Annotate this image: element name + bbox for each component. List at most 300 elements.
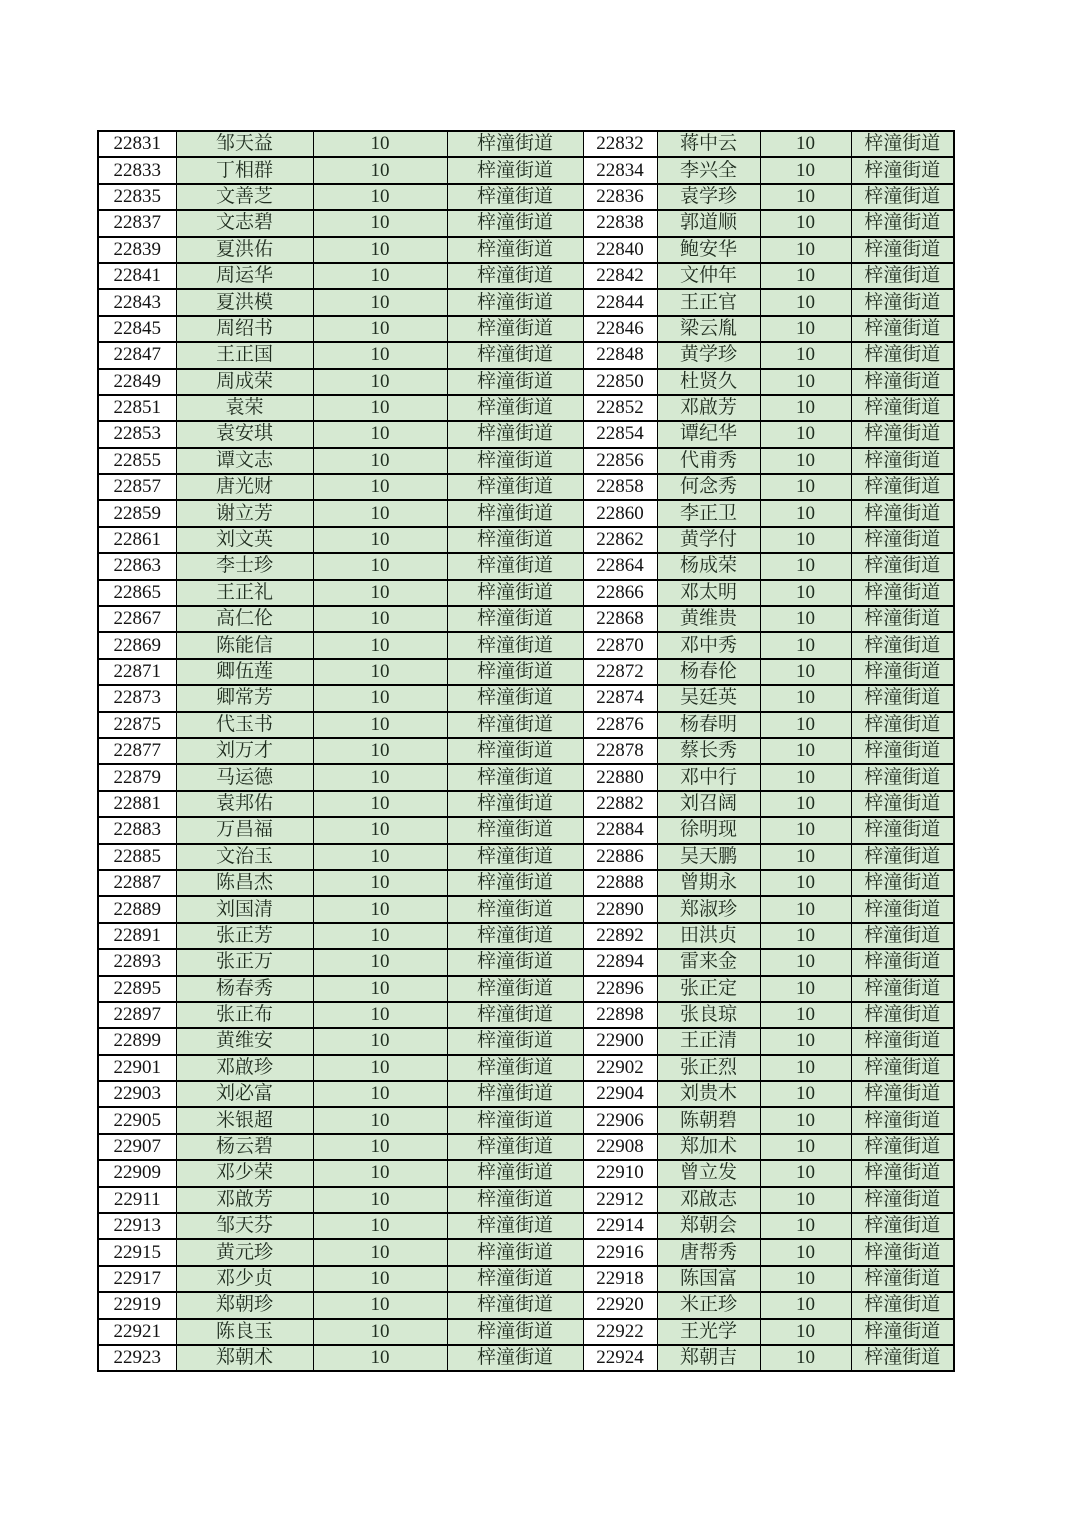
person-name-cell: 鲍安华 [657,237,760,263]
person-name-cell: 周绍书 [176,316,313,342]
score-cell: 10 [760,1345,851,1371]
person-id-cell: 22913 [98,1213,176,1239]
district-cell: 梓潼街道 [851,1319,954,1345]
table-row [98,263,954,289]
district-cell: 梓潼街道 [851,395,954,421]
person-id-cell: 22863 [98,553,176,579]
district-cell: 梓潼街道 [851,527,954,553]
person-id-cell: 22893 [98,949,176,975]
person-name-cell: 黄维贵 [657,606,760,632]
table-row [98,659,954,685]
district-cell: 梓潼街道 [851,184,954,210]
person-id-cell: 22910 [583,1160,657,1186]
person-name-cell: 郑朝会 [657,1213,760,1239]
district-cell: 梓潼街道 [851,237,954,263]
score-cell: 10 [760,896,851,922]
person-name-cell: 郑朝术 [176,1345,313,1371]
district-cell: 梓潼街道 [447,395,583,421]
person-name-cell: 袁安琪 [176,421,313,447]
person-name-cell: 邓中行 [657,764,760,790]
score-cell: 10 [313,1239,447,1265]
district-cell: 梓潼街道 [851,870,954,896]
person-id-cell: 22861 [98,527,176,553]
district-cell: 梓潼街道 [447,738,583,764]
score-cell: 10 [313,1292,447,1318]
score-cell: 10 [313,712,447,738]
table-row [98,685,954,711]
person-id-cell: 22904 [583,1081,657,1107]
person-name-cell: 文仲年 [657,263,760,289]
district-cell: 梓潼街道 [447,263,583,289]
score-cell: 10 [760,474,851,500]
table-row [98,764,954,790]
person-id-cell: 22871 [98,659,176,685]
table-row [98,157,954,183]
person-id-cell: 22890 [583,896,657,922]
district-cell: 梓潼街道 [851,659,954,685]
district-cell: 梓潼街道 [851,369,954,395]
score-cell: 10 [760,580,851,606]
district-cell: 梓潼街道 [447,237,583,263]
person-name-cell: 丁相群 [176,157,313,183]
table-row [98,316,954,342]
person-id-cell: 22917 [98,1266,176,1292]
score-cell: 10 [313,263,447,289]
score-cell: 10 [313,1055,447,1081]
score-cell: 10 [760,685,851,711]
person-name-cell: 万昌福 [176,817,313,843]
district-cell: 梓潼街道 [851,316,954,342]
table-row [98,500,954,526]
person-name-cell: 唐光财 [176,474,313,500]
person-name-cell: 黄学付 [657,527,760,553]
district-cell: 梓潼街道 [851,553,954,579]
person-id-cell: 22842 [583,263,657,289]
district-cell: 梓潼街道 [851,580,954,606]
person-name-cell: 王正清 [657,1028,760,1054]
person-name-cell: 陈朝碧 [657,1107,760,1133]
person-id-cell: 22867 [98,606,176,632]
person-name-cell: 邓少贞 [176,1266,313,1292]
person-id-cell: 22887 [98,870,176,896]
table-row [98,210,954,236]
person-id-cell: 22838 [583,210,657,236]
score-cell: 10 [313,474,447,500]
table-row [98,553,954,579]
table-row [98,712,954,738]
score-cell: 10 [760,1107,851,1133]
score-cell: 10 [313,1028,447,1054]
district-cell: 梓潼街道 [447,923,583,949]
person-id-cell: 22833 [98,157,176,183]
person-name-cell: 邓啟芳 [657,395,760,421]
table-row [98,949,954,975]
person-name-cell: 马运德 [176,764,313,790]
person-name-cell: 谭文志 [176,448,313,474]
score-cell: 10 [313,316,447,342]
score-cell: 10 [760,527,851,553]
score-cell: 10 [313,896,447,922]
district-cell: 梓潼街道 [851,448,954,474]
district-cell: 梓潼街道 [447,1055,583,1081]
person-id-cell: 22912 [583,1187,657,1213]
person-name-cell: 谢立芳 [176,500,313,526]
district-cell: 梓潼街道 [447,184,583,210]
district-cell: 梓潼街道 [447,1134,583,1160]
person-name-cell: 杨春秀 [176,976,313,1002]
score-cell: 10 [760,712,851,738]
district-cell: 梓潼街道 [447,1213,583,1239]
district-cell: 梓潼街道 [447,606,583,632]
person-name-cell: 杨成荣 [657,553,760,579]
score-cell: 10 [760,659,851,685]
score-cell: 10 [313,1345,447,1371]
person-id-cell: 22841 [98,263,176,289]
district-cell: 梓潼街道 [851,210,954,236]
district-cell: 梓潼街道 [447,1187,583,1213]
score-cell: 10 [760,369,851,395]
district-cell: 梓潼街道 [447,316,583,342]
district-cell: 梓潼街道 [851,1002,954,1028]
person-name-cell: 邓少荣 [176,1160,313,1186]
score-cell: 10 [760,157,851,183]
person-id-cell: 22881 [98,791,176,817]
district-cell: 梓潼街道 [447,342,583,368]
score-cell: 10 [313,342,447,368]
district-cell: 梓潼街道 [851,421,954,447]
person-name-cell: 吴廷英 [657,685,760,711]
person-name-cell: 李正卫 [657,500,760,526]
score-cell: 10 [760,316,851,342]
person-id-cell: 22922 [583,1319,657,1345]
district-cell: 梓潼街道 [447,421,583,447]
table-row [98,1319,954,1345]
person-id-cell: 22918 [583,1266,657,1292]
person-name-cell: 刘必富 [176,1081,313,1107]
district-cell: 梓潼街道 [447,1239,583,1265]
person-id-cell: 22907 [98,1134,176,1160]
person-id-cell: 22846 [583,316,657,342]
person-id-cell: 22905 [98,1107,176,1133]
score-cell: 10 [313,1266,447,1292]
table-row [98,1266,954,1292]
table-row [98,527,954,553]
person-id-cell: 22924 [583,1345,657,1371]
district-cell: 梓潼街道 [447,448,583,474]
score-cell: 10 [313,1187,447,1213]
district-cell: 梓潼街道 [851,1266,954,1292]
district-cell: 梓潼街道 [851,1107,954,1133]
person-id-cell: 22857 [98,474,176,500]
table-row [98,1345,954,1371]
person-id-cell: 22876 [583,712,657,738]
district-cell: 梓潼街道 [447,1081,583,1107]
person-id-cell: 22845 [98,316,176,342]
person-id-cell: 22853 [98,421,176,447]
person-id-cell: 22874 [583,685,657,711]
score-cell: 10 [313,1002,447,1028]
district-cell: 梓潼街道 [447,1002,583,1028]
person-id-cell: 22875 [98,712,176,738]
person-name-cell: 米银超 [176,1107,313,1133]
table-row [98,896,954,922]
district-cell: 梓潼街道 [447,500,583,526]
district-cell: 梓潼街道 [447,764,583,790]
score-cell: 10 [313,421,447,447]
person-name-cell: 曾立发 [657,1160,760,1186]
score-cell: 10 [313,976,447,1002]
person-id-cell: 22856 [583,448,657,474]
person-name-cell: 文志碧 [176,210,313,236]
table-row [98,421,954,447]
score-cell: 10 [760,791,851,817]
person-id-cell: 22839 [98,237,176,263]
score-cell: 10 [760,448,851,474]
person-id-cell: 22895 [98,976,176,1002]
person-name-cell: 邹天益 [176,131,313,157]
district-cell: 梓潼街道 [851,1055,954,1081]
score-cell: 10 [313,738,447,764]
table-row [98,1028,954,1054]
person-id-cell: 22908 [583,1134,657,1160]
table-row [98,395,954,421]
person-id-cell: 22920 [583,1292,657,1318]
district-cell: 梓潼街道 [447,157,583,183]
person-name-cell: 陈昌杰 [176,870,313,896]
person-id-cell: 22868 [583,606,657,632]
person-name-cell: 陈能信 [176,632,313,658]
person-name-cell: 李士珍 [176,553,313,579]
person-id-cell: 22859 [98,500,176,526]
score-cell: 10 [760,421,851,447]
score-cell: 10 [313,949,447,975]
district-cell: 梓潼街道 [447,632,583,658]
person-id-cell: 22921 [98,1319,176,1345]
score-cell: 10 [313,553,447,579]
person-id-cell: 22896 [583,976,657,1002]
person-name-cell: 王正国 [176,342,313,368]
person-name-cell: 袁学珍 [657,184,760,210]
score-cell: 10 [760,237,851,263]
person-id-cell: 22834 [583,157,657,183]
person-id-cell: 22882 [583,791,657,817]
score-cell: 10 [760,764,851,790]
score-cell: 10 [760,949,851,975]
score-cell: 10 [313,791,447,817]
table-row [98,448,954,474]
person-id-cell: 22898 [583,1002,657,1028]
table-row [98,791,954,817]
district-cell: 梓潼街道 [851,263,954,289]
district-cell: 梓潼街道 [851,949,954,975]
score-cell: 10 [313,844,447,870]
person-name-cell: 刘文英 [176,527,313,553]
person-name-cell: 刘贵木 [657,1081,760,1107]
score-cell: 10 [760,1266,851,1292]
person-name-cell: 梁云胤 [657,316,760,342]
table-row [98,580,954,606]
table-row [98,289,954,315]
district-cell: 梓潼街道 [447,210,583,236]
person-name-cell: 郑朝珍 [176,1292,313,1318]
person-id-cell: 22840 [583,237,657,263]
person-name-cell: 谭纪华 [657,421,760,447]
person-name-cell: 张良琼 [657,1002,760,1028]
score-cell: 10 [760,1160,851,1186]
district-cell: 梓潼街道 [851,712,954,738]
table-row [98,237,954,263]
score-cell: 10 [313,184,447,210]
score-cell: 10 [313,500,447,526]
person-id-cell: 22855 [98,448,176,474]
district-cell: 梓潼街道 [851,1081,954,1107]
district-cell: 梓潼街道 [851,474,954,500]
person-id-cell: 22880 [583,764,657,790]
score-cell: 10 [760,1292,851,1318]
score-cell: 10 [313,870,447,896]
person-id-cell: 22879 [98,764,176,790]
person-name-cell: 张正布 [176,1002,313,1028]
district-cell: 梓潼街道 [447,896,583,922]
score-cell: 10 [760,1239,851,1265]
score-cell: 10 [313,1213,447,1239]
score-cell: 10 [313,289,447,315]
score-cell: 10 [760,342,851,368]
person-name-cell: 张正万 [176,949,313,975]
person-id-cell: 22843 [98,289,176,315]
score-cell: 10 [313,157,447,183]
score-cell: 10 [760,817,851,843]
person-name-cell: 田洪贞 [657,923,760,949]
district-cell: 梓潼街道 [851,1239,954,1265]
table-row [98,976,954,1002]
person-id-cell: 22847 [98,342,176,368]
person-name-cell: 黄维安 [176,1028,313,1054]
score-cell: 10 [313,527,447,553]
score-cell: 10 [313,1319,447,1345]
person-id-cell: 22889 [98,896,176,922]
person-id-cell: 22850 [583,369,657,395]
person-id-cell: 22851 [98,395,176,421]
table-row [98,1107,954,1133]
district-cell: 梓潼街道 [447,659,583,685]
person-name-cell: 邓啟志 [657,1187,760,1213]
district-cell: 梓潼街道 [447,1266,583,1292]
person-id-cell: 22836 [583,184,657,210]
district-cell: 梓潼街道 [447,1160,583,1186]
score-cell: 10 [760,1028,851,1054]
person-name-cell: 周运华 [176,263,313,289]
score-cell: 10 [760,184,851,210]
person-name-cell: 邹天芬 [176,1213,313,1239]
district-cell: 梓潼街道 [447,474,583,500]
person-name-cell: 文治玉 [176,844,313,870]
person-id-cell: 22911 [98,1187,176,1213]
score-cell: 10 [760,1213,851,1239]
person-id-cell: 22860 [583,500,657,526]
district-cell: 梓潼街道 [851,500,954,526]
table-row [98,1213,954,1239]
person-name-cell: 文善芝 [176,184,313,210]
district-cell: 梓潼街道 [851,896,954,922]
district-cell: 梓潼街道 [851,817,954,843]
table-row [98,606,954,632]
score-cell: 10 [313,1160,447,1186]
person-id-cell: 22866 [583,580,657,606]
score-cell: 10 [313,395,447,421]
district-cell: 梓潼街道 [851,976,954,1002]
score-cell: 10 [313,685,447,711]
district-cell: 梓潼街道 [851,1292,954,1318]
district-cell: 梓潼街道 [851,606,954,632]
person-name-cell: 蔡长秀 [657,738,760,764]
person-id-cell: 22877 [98,738,176,764]
person-name-cell: 王光学 [657,1319,760,1345]
person-id-cell: 22873 [98,685,176,711]
person-id-cell: 22923 [98,1345,176,1371]
person-name-cell: 张正烈 [657,1055,760,1081]
table-row [98,131,954,157]
person-id-cell: 22901 [98,1055,176,1081]
score-cell: 10 [760,1134,851,1160]
person-id-cell: 22909 [98,1160,176,1186]
person-name-cell: 吴天鹏 [657,844,760,870]
district-cell: 梓潼街道 [447,289,583,315]
person-id-cell: 22919 [98,1292,176,1318]
district-cell: 梓潼街道 [851,289,954,315]
score-cell: 10 [760,870,851,896]
person-name-cell: 夏洪模 [176,289,313,315]
person-name-cell: 袁邦佑 [176,791,313,817]
person-name-cell: 唐帮秀 [657,1239,760,1265]
person-name-cell: 杨春明 [657,712,760,738]
district-cell: 梓潼街道 [447,369,583,395]
person-id-cell: 22915 [98,1239,176,1265]
score-cell: 10 [760,1081,851,1107]
district-cell: 梓潼街道 [851,791,954,817]
table-row [98,1187,954,1213]
score-cell: 10 [760,1187,851,1213]
person-name-cell: 邓太明 [657,580,760,606]
district-cell: 梓潼街道 [447,131,583,157]
person-id-cell: 22906 [583,1107,657,1133]
district-cell: 梓潼街道 [851,738,954,764]
person-id-cell: 22914 [583,1213,657,1239]
person-id-cell: 22897 [98,1002,176,1028]
person-id-cell: 22885 [98,844,176,870]
table-row [98,1002,954,1028]
district-cell: 梓潼街道 [851,1345,954,1371]
score-cell: 10 [760,738,851,764]
person-name-cell: 米正珍 [657,1292,760,1318]
person-id-cell: 22865 [98,580,176,606]
person-id-cell: 22883 [98,817,176,843]
person-id-cell: 22891 [98,923,176,949]
district-cell: 梓潼街道 [851,342,954,368]
district-cell: 梓潼街道 [447,553,583,579]
table-row [98,1239,954,1265]
person-id-cell: 22886 [583,844,657,870]
person-name-cell: 张正芳 [176,923,313,949]
person-name-cell: 高仁伦 [176,606,313,632]
district-cell: 梓潼街道 [447,817,583,843]
table-row [98,1055,954,1081]
person-id-cell: 22864 [583,553,657,579]
table-row [98,1292,954,1318]
person-name-cell: 何念秀 [657,474,760,500]
district-cell: 梓潼街道 [851,1134,954,1160]
person-name-cell: 邓啟芳 [176,1187,313,1213]
